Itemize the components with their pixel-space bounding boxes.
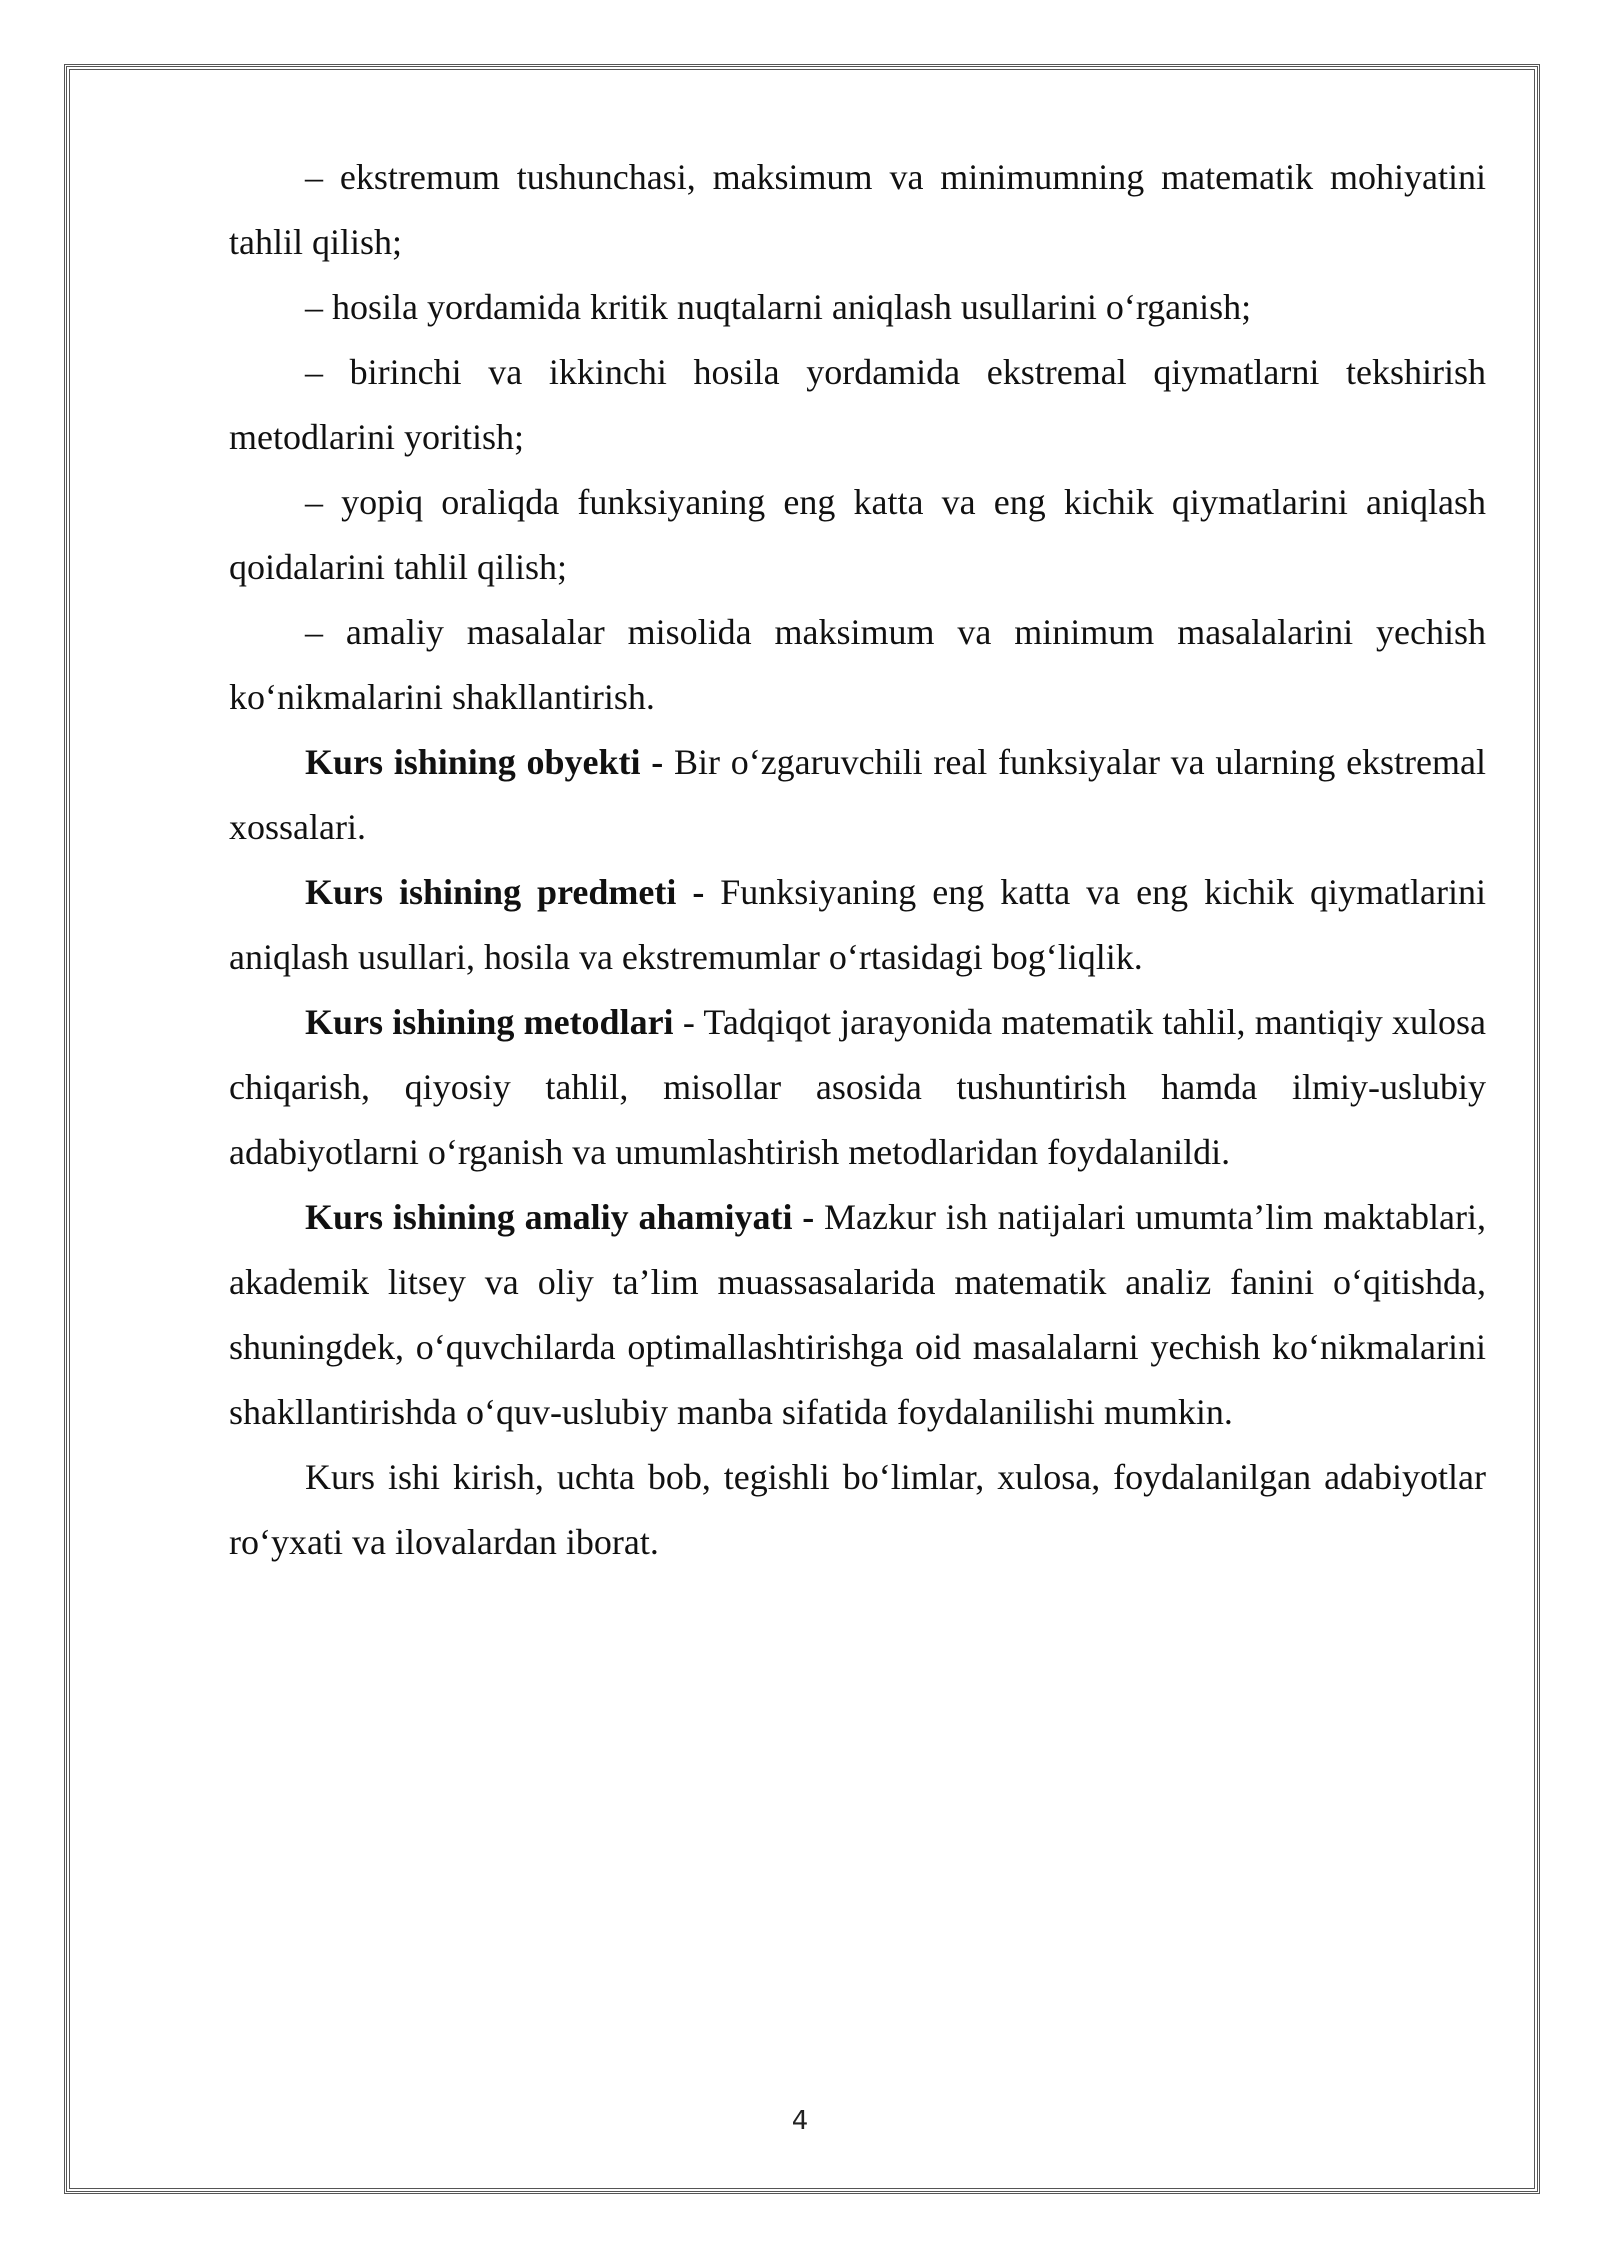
document-body [229,145,1486,1575]
list-item: – birinchi va ikkinchi hosila yordamida ekstremal qiymatlarni tekshirish metodlarini yoritish; [229,352,1486,457]
section-subject [229,860,1486,990]
section-heading: Kurs ishining predmeti - [305,872,705,912]
section-text: Funksiyaning eng katta va eng kichik qiymatlarini aniqlash usullari, hosila va ekstremumlar o‘rtasidagi bog‘liqlik. [229,872,1486,977]
section-practical-significance [229,1185,1486,1445]
section-text: - Tadqiqot jarayonida matematik tahlil, mantiqiy xulosa chiqarish, qiyosiy tahlil, misollar asosida tushuntirish hamda ilmiy-uslubiy adabiyotlarni o‘rganish va umumlashtirish metodlaridan foydalanildi. [229,1002,1486,1172]
section-text: Bir o‘zgaruvchili real funksiyalar va ularning ekstremal xossalari. [229,742,1487,847]
list-item: – amaliy masalalar misolida maksimum va minimum masalalarini yechish ko‘nikmalarini shakllantirish. [229,612,1486,717]
section-methods [229,990,1486,1185]
list-item: – hosila yordamida kritik nuqtalarni aniqlash usullarini o‘rganish; [305,287,1252,327]
section-text: Mazkur ish natijalari umumta’lim maktablari, akademik litsey va oliy ta’lim muassasalarida matematik analiz fanini o‘qitishda, shuningdek, o‘quvchilarda optimallashtirishga oid masalalarni yechish ko‘nikmalarini shakllantirishda o‘quv-uslubiy manba sifatida foydalanilishi mumkin. [229,1197,1486,1432]
section-heading: Kurs ishining obyekti - [305,742,664,782]
section-heading: Kurs ishining amaliy ahamiyati - [305,1197,815,1237]
closing-paragraph: Kurs ishi kirish, uchta bob, tegishli bo‘limlar, xulosa, foydalanilgan adabiyotlar ro‘yxati va ilovalardan iborat. [229,1457,1486,1562]
section-heading: Kurs ishining metodlari [305,1002,674,1042]
page-number: 4 [791,2106,809,2136]
list-item: – ekstremum tushunchasi, maksimum va minimumning matematik mohiyatini tahlil qilish; [229,157,1486,262]
list-item: – yopiq oraliqda funksiyaning eng katta va eng kichik qiymatlarini aniqlash qoidalarini tahlil qilish; [229,482,1486,587]
section-object [229,730,1486,860]
